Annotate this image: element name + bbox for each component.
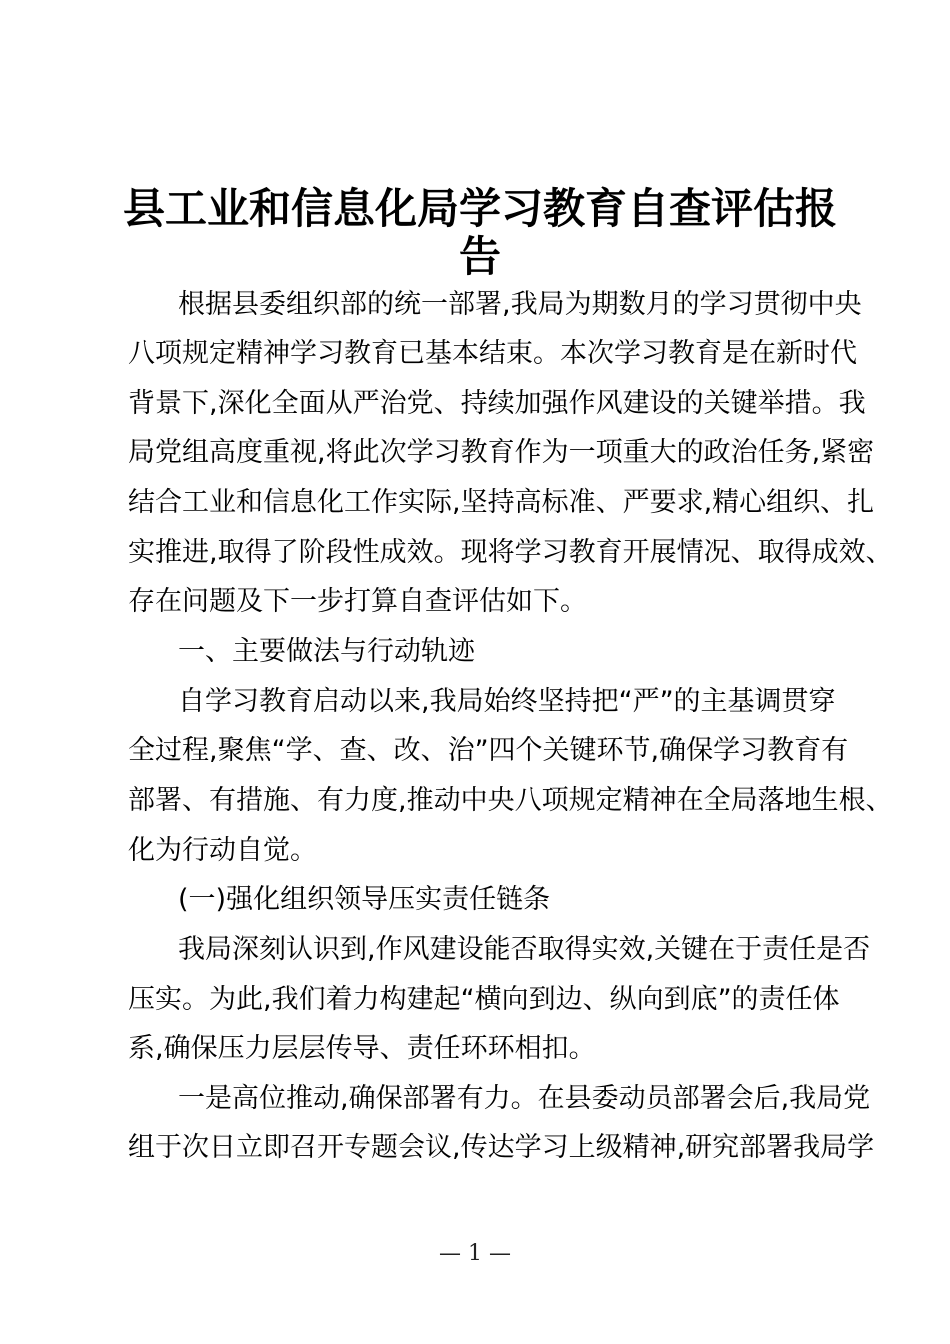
body-line-6: 实推进,取得了阶段性成效。现将学习教育开展情况、取得成效、: [128, 537, 893, 568]
body-line-2: 八项规定精神学习教育已基本结束。本次学习教育是在新时代: [128, 338, 857, 369]
body-line-9: 自学习教育启动以来,我局始终坚持把“严”的主基调贯穿: [178, 686, 836, 717]
body-line-4: 局党组高度重视,将此次学习教育作为一项重大的政治任务,紧密: [128, 437, 875, 468]
body-line-10: 全过程,聚焦“学、查、改、治”四个关键环节,确保学习教育有: [128, 735, 849, 766]
section-heading-1: 一、主要做法与行动轨迹: [178, 636, 475, 667]
subsection-heading-1: (一)强化组织领导压实责任链条: [178, 884, 551, 915]
body-line-11: 部署、有措施、有力度,推动中央八项规定精神在全局落地生根、: [128, 785, 893, 816]
document-title-line-2: 告: [458, 232, 501, 281]
body-line-1: 根据县委组织部的统一部署,我局为期数月的学习贯彻中央: [178, 289, 862, 320]
page-number: — 1 —: [439, 1241, 511, 1266]
body-line-16: 系,确保压力层层传导、责任环环相扣。: [128, 1033, 596, 1064]
body-line-7: 存在问题及下一步打算自查评估如下。: [128, 586, 587, 617]
document-title-line-1: 县工业和信息化局学习教育自查评估报: [122, 184, 837, 233]
body-line-17: 一是高位推动,确保部署有力。在县委动员部署会后,我局党: [178, 1083, 871, 1114]
body-line-12: 化为行动自觉。: [128, 835, 317, 866]
body-line-15: 压实。为此,我们着力构建起“横向到边、纵向到底”的责任体: [128, 984, 840, 1015]
body-line-18: 组于次日立即召开专题会议,传达学习上级精神,研究部署我局学: [128, 1132, 875, 1163]
body-line-5: 结合工业和信息化工作实际,坚持高标准、严要求,精心组织、扎: [128, 487, 875, 518]
body-line-3: 背景下,深化全面从严治党、持续加强作风建设的关键举措。我: [128, 388, 866, 419]
body-line-14: 我局深刻认识到,作风建设能否取得实效,关键在于责任是否: [178, 934, 871, 965]
